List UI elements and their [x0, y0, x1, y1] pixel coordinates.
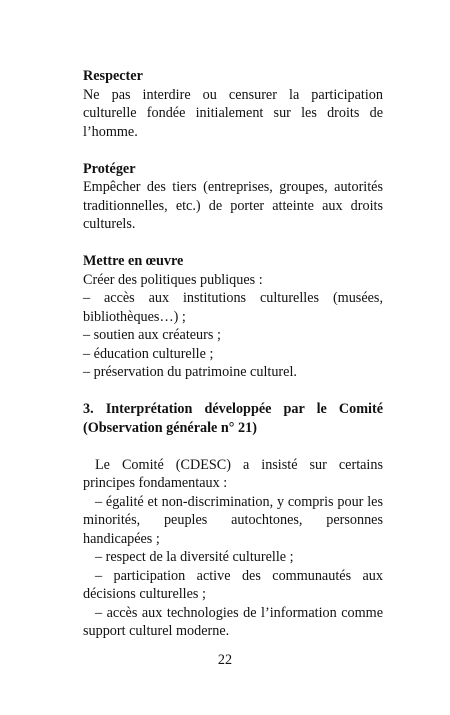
committee-intro: Le Comité (CDESC) a insisté sur certains principes fondamentaux : [83, 456, 383, 491]
committee-list-item: – respect de la diversité culturelle ; [95, 549, 294, 565]
heading-respect: Respecter [83, 68, 143, 84]
heading-section-3: 3. Interprétation développée par le Comité (Observation générale n° 21) [83, 401, 383, 436]
implement-list-item: – préservation du patrimoine culturel. [83, 364, 297, 380]
page-number: 22 [217, 652, 233, 668]
committee-list-item: – participation active des communautés aux décisions culturelles ; [83, 567, 383, 602]
implement-list-item: – soutien aux créateurs ; [83, 327, 221, 343]
paragraph-protect: Empêcher des tiers (entreprises, groupes, autorités traditionnelles, etc.) de porter atteinte aux droits culturels. [83, 179, 383, 232]
spacer [83, 437, 383, 456]
section-respect [83, 67, 383, 141]
section-committee [83, 400, 383, 641]
page-content [83, 67, 383, 659]
section-implement [83, 252, 383, 382]
committee-list-item: – accès aux technologies de l’information comme support culturel moderne. [83, 604, 383, 639]
section-protect [83, 160, 383, 234]
heading-implement: Mettre en œuvre [83, 253, 184, 269]
committee-list-item: – égalité et non-discrimination, y compris pour les minorités, peuples autochtones, personnes handicapées ; [83, 493, 383, 547]
implement-list-item: – accès aux institutions culturelles (musées, bibliothèques…) ; [83, 290, 383, 325]
heading-protect: Protéger [83, 160, 136, 177]
implement-intro: Créer des politiques publiques : [83, 271, 263, 288]
paragraph-respect: Ne pas interdire ou censurer la participation culturelle fondée initialement sur les droits de l’homme. [83, 86, 383, 140]
implement-list-item: – éducation culturelle ; [83, 345, 214, 362]
